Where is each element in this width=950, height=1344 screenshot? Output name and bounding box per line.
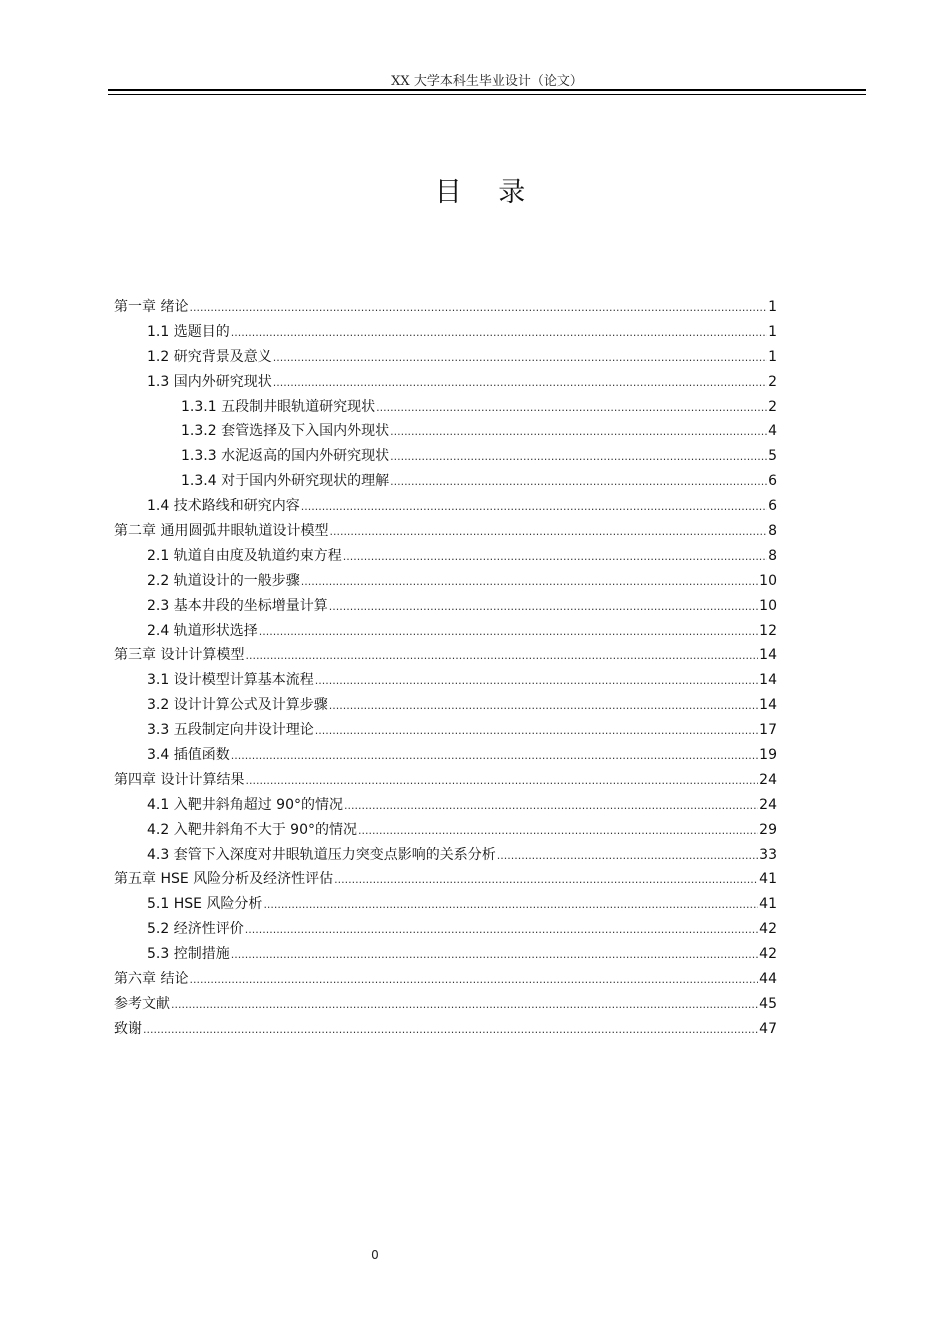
toc-dot-leader — [334, 873, 758, 886]
toc-entry-page-number: 45 — [759, 995, 777, 1012]
toc-entry-page-number: 8 — [768, 523, 777, 540]
header-rule-thick — [108, 89, 866, 91]
toc-list — [114, 296, 777, 1043]
toc-entry-page-number: 14 — [759, 647, 777, 664]
toc-entry-label: 参考文献 — [114, 995, 170, 1012]
toc-entry-label: 5.2 经济性评价 — [147, 921, 244, 938]
header-rule-thin — [108, 94, 866, 95]
toc-entry[interactable] — [114, 918, 777, 943]
toc-entry[interactable] — [114, 396, 777, 421]
toc-dot-leader — [259, 625, 758, 638]
toc-dot-leader — [329, 699, 758, 712]
toc-entry-label: 1.3.1 五段制井眼轨道研究现状 — [181, 398, 376, 415]
toc-dot-leader — [497, 849, 758, 862]
toc-entry-label: 3.4 插值函数 — [147, 747, 230, 764]
toc-entry[interactable] — [114, 868, 777, 893]
toc-entry-page-number: 8 — [768, 547, 777, 564]
toc-dot-leader — [231, 948, 758, 961]
toc-entry-label: 第二章 通用圆弧井眼轨道设计模型 — [114, 523, 329, 540]
toc-dot-leader — [189, 301, 767, 314]
toc-entry-page-number: 47 — [759, 1020, 777, 1037]
toc-entry-page-number: 6 — [768, 498, 777, 515]
toc-entry-label: 第六章 结论 — [114, 971, 189, 988]
toc-dot-leader — [329, 525, 767, 538]
toc-entry[interactable] — [114, 644, 777, 669]
toc-entry-label: 3.1 设计模型计算基本流程 — [147, 672, 314, 689]
toc-entry[interactable] — [114, 694, 777, 719]
toc-dot-leader — [231, 326, 767, 339]
toc-entry-label: 第三章 设计计算模型 — [114, 647, 245, 664]
toc-entry-page-number: 10 — [759, 597, 777, 614]
toc-entry-page-number: 12 — [759, 622, 777, 639]
toc-entry[interactable] — [114, 993, 777, 1018]
toc-entry[interactable] — [114, 943, 777, 968]
toc-dot-leader — [245, 649, 758, 662]
toc-entry-label: 1.3.4 对于国内外研究现状的理解 — [181, 473, 390, 490]
toc-entry-label: 1.2 研究背景及意义 — [147, 348, 272, 365]
toc-dot-leader — [343, 550, 767, 563]
toc-entry-label: 3.2 设计计算公式及计算步骤 — [147, 697, 328, 714]
toc-entry-label: 第五章 HSE 风险分析及经济性评估 — [114, 871, 334, 888]
running-header: XX 大学本科生毕业设计（论文） — [391, 74, 583, 89]
toc-dot-leader — [390, 475, 767, 488]
toc-entry[interactable] — [114, 570, 777, 595]
toc-entry[interactable] — [114, 893, 777, 918]
toc-entry-page-number: 4 — [768, 423, 777, 440]
toc-entry-label: 4.3 套管下入深度对井眼轨道压力突变点影响的关系分析 — [147, 846, 496, 863]
toc-entry-page-number: 17 — [759, 722, 777, 739]
toc-entry-label: 1.3.2 套管选择及下入国内外现状 — [181, 423, 390, 440]
toc-entry-page-number: 24 — [759, 771, 777, 788]
toc-title: 目 录 — [434, 177, 540, 208]
toc-dot-leader — [245, 774, 758, 787]
toc-entry-page-number: 42 — [759, 946, 777, 963]
toc-entry-page-number: 2 — [768, 398, 777, 415]
toc-entry[interactable] — [114, 520, 777, 545]
toc-dot-leader — [301, 500, 767, 513]
toc-entry-label: 4.1 入靶井斜角超过 90°的情况 — [147, 796, 343, 813]
toc-dot-leader — [143, 1023, 758, 1036]
toc-entry-label: 4.2 入靶井斜角不大于 90°的情况 — [147, 821, 357, 838]
toc-entry-label: 2.3 基本井段的坐标增量计算 — [147, 597, 328, 614]
toc-dot-leader — [376, 401, 767, 414]
toc-entry-label: 5.1 HSE 风险分析 — [147, 896, 263, 913]
toc-entry-page-number: 1 — [768, 323, 777, 340]
toc-entry-page-number: 41 — [759, 871, 777, 888]
toc-entry[interactable] — [114, 844, 777, 869]
toc-entry-page-number: 1 — [768, 299, 777, 315]
toc-entry[interactable] — [114, 669, 777, 694]
toc-entry-page-number: 1 — [768, 348, 777, 365]
toc-entry[interactable] — [114, 819, 777, 844]
toc-entry-label: 第四章 设计计算结果 — [114, 771, 245, 788]
toc-entry[interactable] — [114, 371, 777, 396]
toc-entry-page-number: 44 — [759, 971, 777, 988]
toc-entry-page-number: 14 — [759, 697, 777, 714]
toc-entry-page-number: 5 — [768, 448, 777, 465]
page-number: 0 — [371, 1248, 379, 1262]
toc-dot-leader — [358, 824, 758, 837]
toc-entry[interactable] — [114, 719, 777, 744]
toc-entry[interactable] — [114, 620, 777, 645]
toc-entry[interactable] — [114, 445, 777, 470]
toc-dot-leader — [329, 600, 758, 613]
toc-entry-label: 5.3 控制措施 — [147, 946, 230, 963]
toc-entry-page-number: 29 — [759, 821, 777, 838]
toc-entry-label: 1.1 选题目的 — [147, 323, 230, 340]
toc-entry[interactable] — [114, 545, 777, 570]
toc-entry[interactable] — [114, 769, 777, 794]
toc-entry-label: 3.3 五段制定向井设计理论 — [147, 722, 314, 739]
toc-dot-leader — [171, 998, 758, 1011]
toc-entry-page-number: 14 — [759, 672, 777, 689]
toc-dot-leader — [189, 973, 758, 986]
toc-entry-label: 第一章 绪论 — [114, 299, 189, 315]
toc-entry-page-number: 2 — [768, 373, 777, 390]
toc-dot-leader — [390, 450, 767, 463]
toc-entry-page-number: 19 — [759, 747, 777, 764]
toc-entry-label: 1.4 技术路线和研究内容 — [147, 498, 300, 515]
toc-entry[interactable] — [114, 794, 777, 819]
toc-entry[interactable] — [114, 420, 777, 445]
toc-entry[interactable] — [114, 1018, 777, 1043]
toc-entry-label: 1.3 国内外研究现状 — [147, 373, 272, 390]
toc-dot-leader — [273, 351, 767, 364]
toc-entry-label: 2.1 轨道自由度及轨道约束方程 — [147, 547, 342, 564]
toc-entry[interactable] — [114, 495, 777, 520]
toc-entry[interactable] — [114, 346, 777, 371]
toc-dot-leader — [263, 898, 758, 911]
toc-dot-leader — [315, 674, 758, 687]
toc-entry-page-number: 41 — [759, 896, 777, 913]
toc-entry-page-number: 42 — [759, 921, 777, 938]
toc-entry[interactable] — [114, 470, 777, 495]
toc-entry-page-number: 6 — [768, 473, 777, 490]
toc-dot-leader — [231, 749, 758, 762]
toc-dot-leader — [301, 575, 758, 588]
toc-entry-page-number: 10 — [759, 572, 777, 589]
toc-dot-leader — [315, 724, 758, 737]
toc-entry[interactable] — [114, 296, 777, 321]
toc-entry[interactable] — [114, 968, 777, 993]
toc-dot-leader — [245, 923, 758, 936]
toc-dot-leader — [344, 799, 758, 812]
toc-entry[interactable] — [114, 595, 777, 620]
toc-entry-label: 1.3.3 水泥返高的国内外研究现状 — [181, 448, 390, 465]
toc-entry-label: 2.2 轨道设计的一般步骤 — [147, 572, 300, 589]
toc-entry-label: 2.4 轨道形状选择 — [147, 622, 258, 639]
toc-dot-leader — [273, 376, 767, 389]
toc-entry-page-number: 24 — [759, 796, 777, 813]
toc-entry[interactable] — [114, 744, 777, 769]
toc-entry[interactable] — [114, 321, 777, 346]
toc-entry-label: 致谢 — [114, 1020, 142, 1037]
toc-dot-leader — [390, 425, 767, 438]
toc-entry-page-number: 33 — [759, 846, 777, 863]
